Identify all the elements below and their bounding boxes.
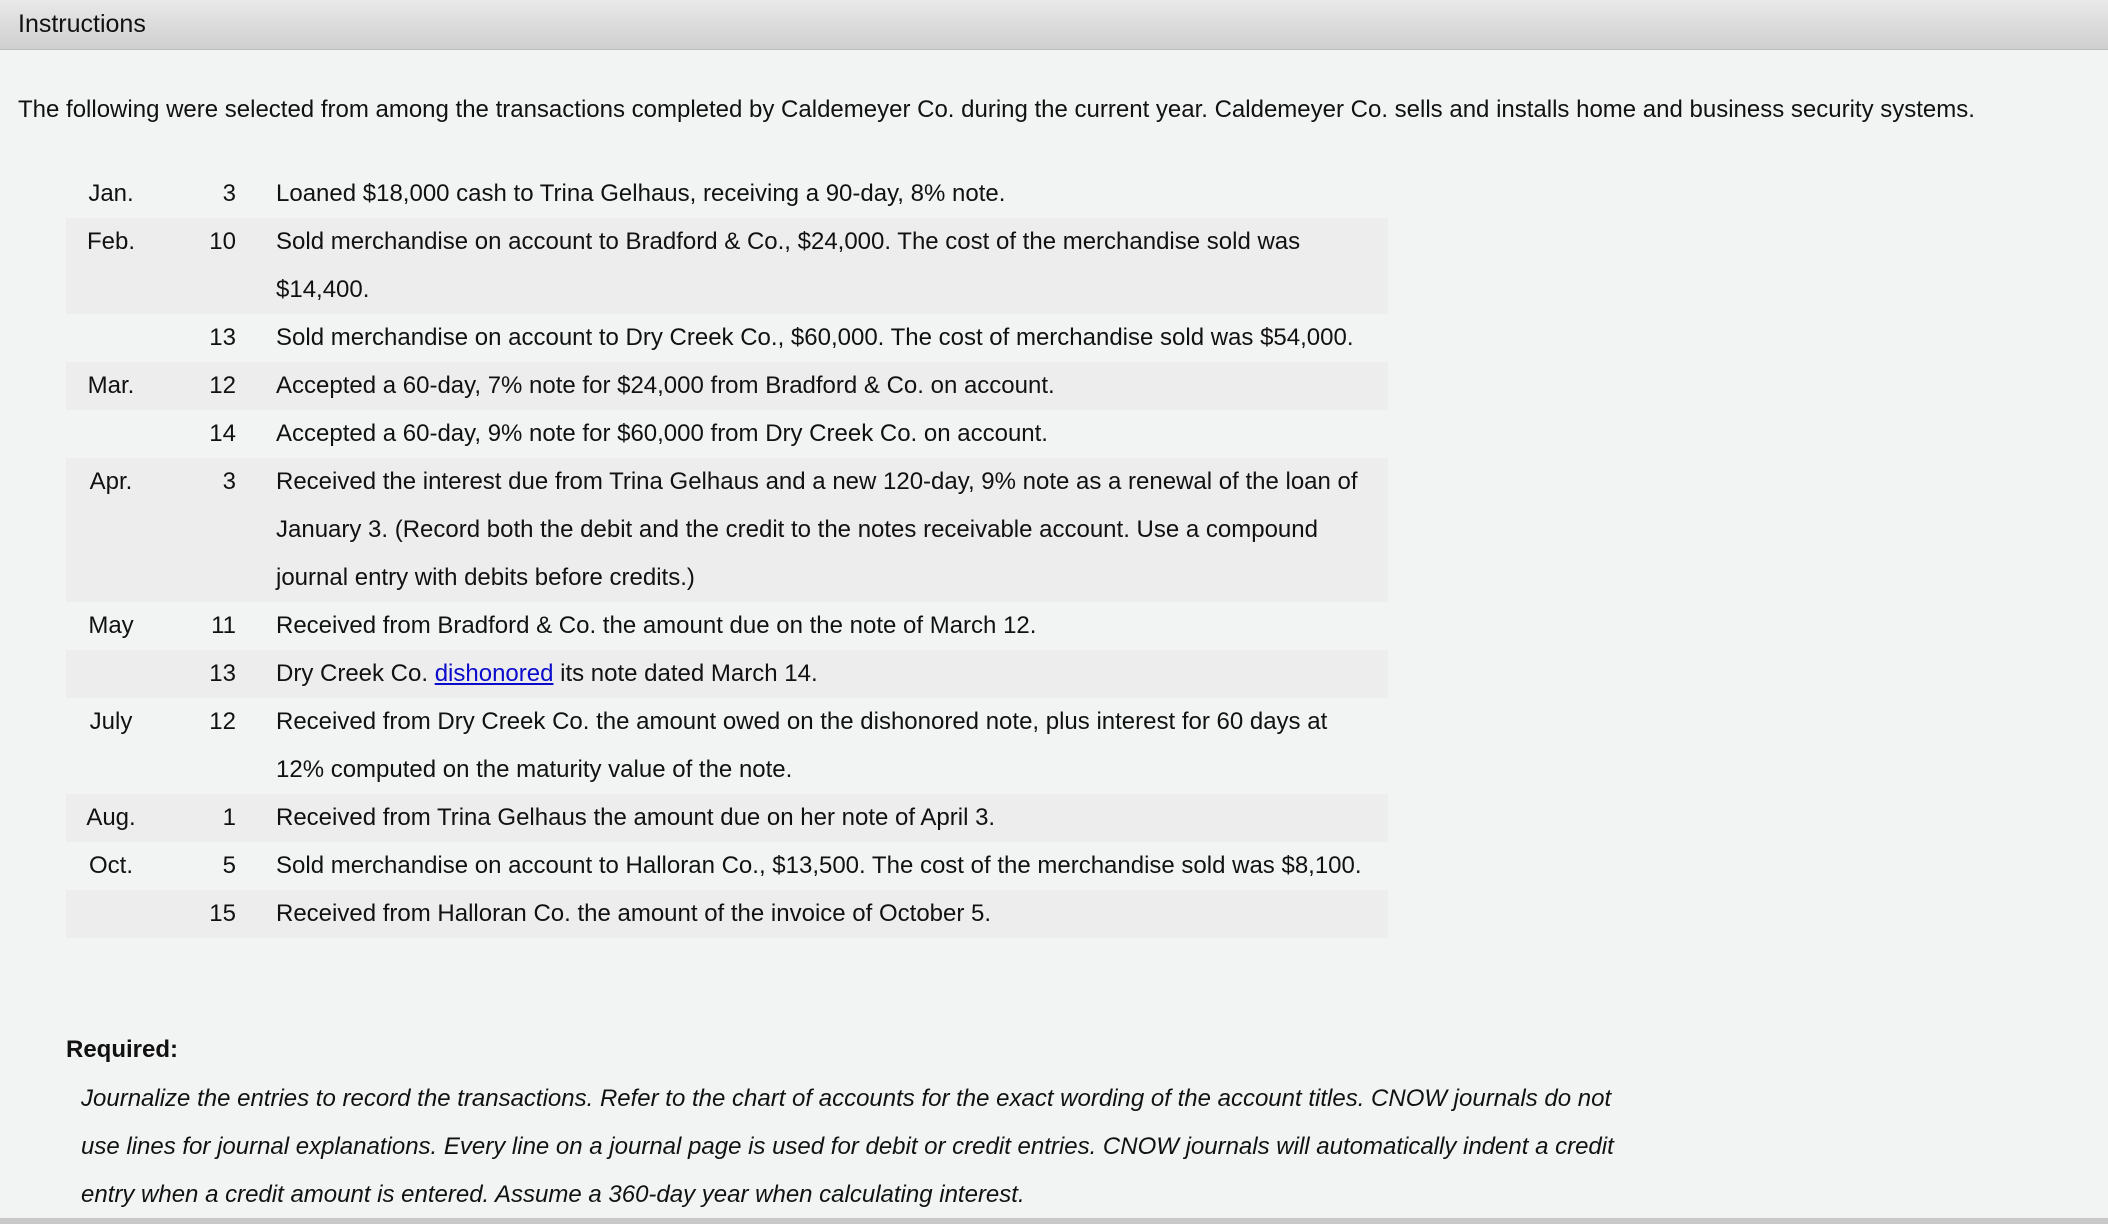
transaction-description [236,650,1388,698]
transaction-day: 1 [156,794,236,842]
transaction-month: Feb. [66,218,156,314]
transaction-month: July [89,708,133,735]
transaction-description [236,170,1388,218]
intro-paragraph: The following were selected from among the transactions completed by Caldemeyer Co. during the current year. Caldemeyer Co. sells and installs home and business security systems. [18,96,1975,123]
transaction-month: May [88,612,134,639]
transaction-month: Oct. [88,852,133,879]
required-line: use lines for journal explanations. Every line on a journal page is used for debit or credit entries. CNOW journals will automatically indent a credit [81,1133,1614,1160]
transaction-day: 11 [211,612,236,639]
description-line: Received from Trina Gelhaus the amount due on her note of April 3. [276,804,996,831]
transaction-description [236,602,1388,650]
transaction-row [66,410,1388,458]
transaction-month [66,650,156,698]
transaction-day: 3 [222,180,236,207]
transaction-row [66,602,1388,650]
description-text: its note dated March 14. [553,660,818,687]
transaction-row [66,794,1388,842]
description-line: January 3. (Record both the debit and the credit to the notes receivable account. Use a compound [276,516,1318,543]
description-line: Accepted a 60-day, 9% note for $60,000 from Dry Creek Co. on account. [276,420,1048,447]
transaction-day: 15 [156,890,236,938]
transaction-row [66,458,1388,602]
transaction-month [66,890,156,938]
transaction-description [236,794,1388,842]
transactions-table [66,170,1388,938]
bottom-divider [0,1218,2108,1224]
required-label: Required: [66,1036,179,1063]
transaction-row [66,362,1388,410]
required-line: Journalize the entries to record the transactions. Refer to the chart of accounts for the exact wording of the account titles. CNOW journals do not [81,1085,1612,1112]
description-text: Dry Creek Co. [276,660,435,687]
dishonored-glossary-link[interactable]: dishonored [434,660,554,687]
transaction-day: 10 [156,218,236,314]
transaction-month [66,410,156,458]
transaction-description [236,410,1388,458]
description-line: Received from Bradford & Co. the amount due on the note of March 12. [276,612,1037,639]
description-line: journal entry with debits before credits.) [276,564,695,591]
transaction-description [236,218,1388,314]
transaction-month: Apr. [66,458,156,602]
transaction-day: 14 [209,420,236,447]
transaction-day: 12 [209,708,236,735]
transaction-row [66,650,1388,698]
description-line: Accepted a 60-day, 7% note for $24,000 from Bradford & Co. on account. [276,372,1055,399]
description-line: Received from Dry Creek Co. the amount owed on the dishonored note, plus interest for 60 days at [276,708,1328,735]
transaction-description [236,314,1388,362]
instructions-header [0,0,2108,50]
required-line: entry when a credit amount is entered. Assume a 360-day year when calculating interest. [81,1181,1025,1208]
description-line: 12% computed on the maturity value of the note. [276,756,793,783]
transaction-row [66,842,1388,890]
transaction-day: 13 [156,650,236,698]
transaction-day: 5 [222,852,236,879]
transaction-day: 12 [156,362,236,410]
transaction-description [236,698,1388,794]
description-line: Loaned $18,000 cash to Trina Gelhaus, receiving a 90-day, 8% note. [276,180,1006,207]
transaction-month: Mar. [66,362,156,410]
page-title: Instructions [18,10,146,38]
transaction-month: Jan. [88,180,134,207]
transaction-description [236,842,1388,890]
transaction-month: Aug. [66,794,156,842]
transaction-description [236,362,1388,410]
transaction-day: 13 [209,324,236,351]
description-line: Sold merchandise on account to Halloran Co., $13,500. The cost of the merchandise sold was $8,100. [276,852,1362,879]
transaction-row [66,698,1388,794]
description-line: Received from Halloran Co. the amount of the invoice of October 5. [276,900,992,927]
description-line: $14,400. [276,276,370,303]
description-line: Received the interest due from Trina Gelhaus and a new 120-day, 9% note as a renewal of the loan of [276,468,1358,495]
required-instructions [81,1075,1641,1219]
transaction-description [236,458,1388,602]
transaction-description [236,890,1388,938]
transaction-row [66,314,1388,362]
transaction-row [66,218,1388,314]
description-line: Sold merchandise on account to Bradford & Co., $24,000. The cost of the merchandise sold was [276,228,1301,255]
transaction-row [66,170,1388,218]
description-line: Sold merchandise on account to Dry Creek Co., $60,000. The cost of merchandise sold was $54,000. [276,324,1354,351]
transaction-month [66,314,156,362]
transaction-row [66,890,1388,938]
transaction-day: 3 [156,458,236,602]
